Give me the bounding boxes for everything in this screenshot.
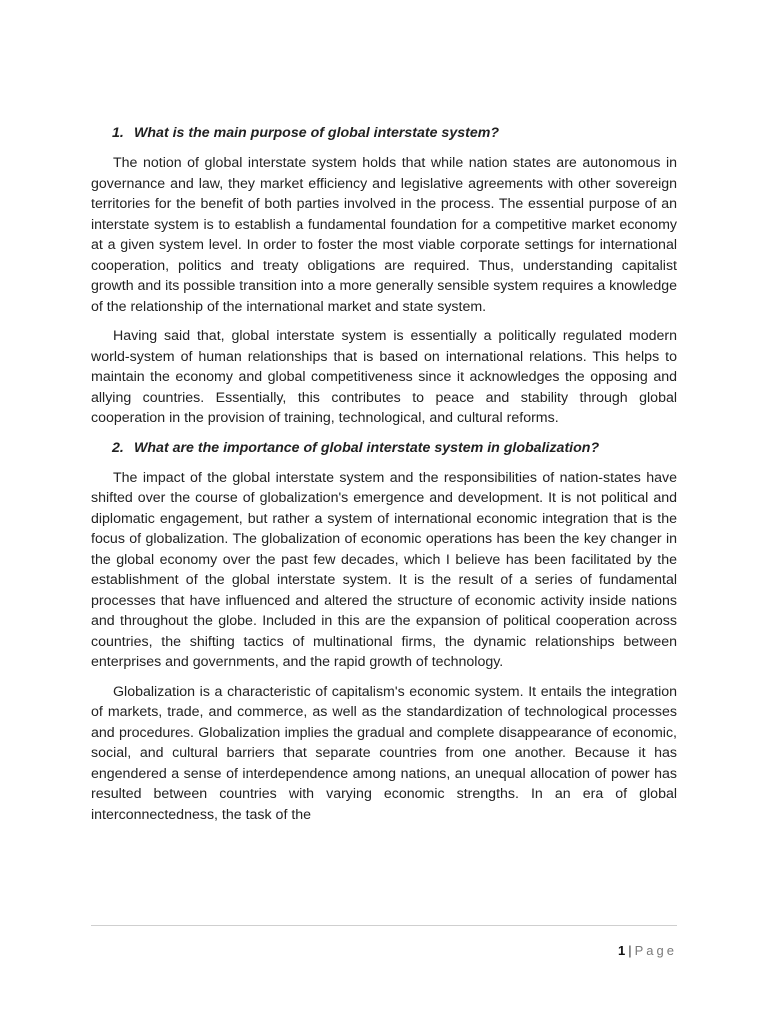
paragraph: The impact of the global interstate system and the responsibilities of nation-states have shifted over the course of globalization's emergence and development. It is not political and diplomatic engagement, but rather a system of international economic integration that is the focus of globalization. The globalization of economic operations has been the key changer in the global economy over the past few decades, which I believe has been facilitated by the establishment of the global interstate system. It is the result of a series of fundamental processes that have influenced and altered the structure of economic activity inside nations and throughout the globe. Included in this are the expansion of political cooperation across countries, the shifting tactics of multinational firms, the dynamic relationships between enterprises and governments, and the rapid growth of technology. xyxy=(91,469,677,670)
paragraph: Having said that, global interstate system is essentially a politically regulated modern world-system of human relationships that is based on international relations. This helps to maintain the economy and global competitiveness since it acknowledges the opposing and allying countries. Essentially, this contributes to peace and stability through global cooperation in the provision of training, technological, and cultural reforms. xyxy=(91,328,677,426)
page-label: Page xyxy=(634,943,677,958)
page-footer xyxy=(618,943,677,958)
page-number: 1 xyxy=(618,943,626,958)
paragraph: Globalization is a characteristic of capitalism's economic system. It entails the integration of markets, trade, and commerce, as well as the standardization of technological processes and procedures. Globalization implies the gradual and complete disappearance of economic, social, and cultural barriers that separate countries from one another. Because it has engendered a sense of interdependence among nations, an unequal allocation of power has resulted between countries with varying economic strengths. In an era of global interconnectedness, the task of the xyxy=(91,683,677,823)
question-number: 1. xyxy=(112,125,124,141)
question-heading-2 xyxy=(91,438,677,458)
question-text: What are the importance of global interstate system in globalization? xyxy=(134,439,600,456)
question-number: 2. xyxy=(112,439,124,456)
document-body xyxy=(91,123,677,846)
question-heading-1 xyxy=(91,123,677,143)
footer-divider xyxy=(91,925,677,926)
footer-separator: | xyxy=(628,943,632,958)
question-text: What is the main purpose of global interstate system? xyxy=(134,125,499,141)
paragraph: The notion of global interstate system holds that while nation states are autonomous in governance and law, they market efficiency and legislative agreements with other sovereign territories for the benefit of both parties involved in the process. The essential purpose of an interstate system is to establish a fundamental foundation for a competitive market economy at a given system level. In order to foster the most viable corporate settings for international cooperation, politics and treaty obligations are required. Thus, understanding capitalist growth and its possible transition into a more generally sensible system requires a knowledge of the relationship of the international market and state system. xyxy=(91,155,677,315)
